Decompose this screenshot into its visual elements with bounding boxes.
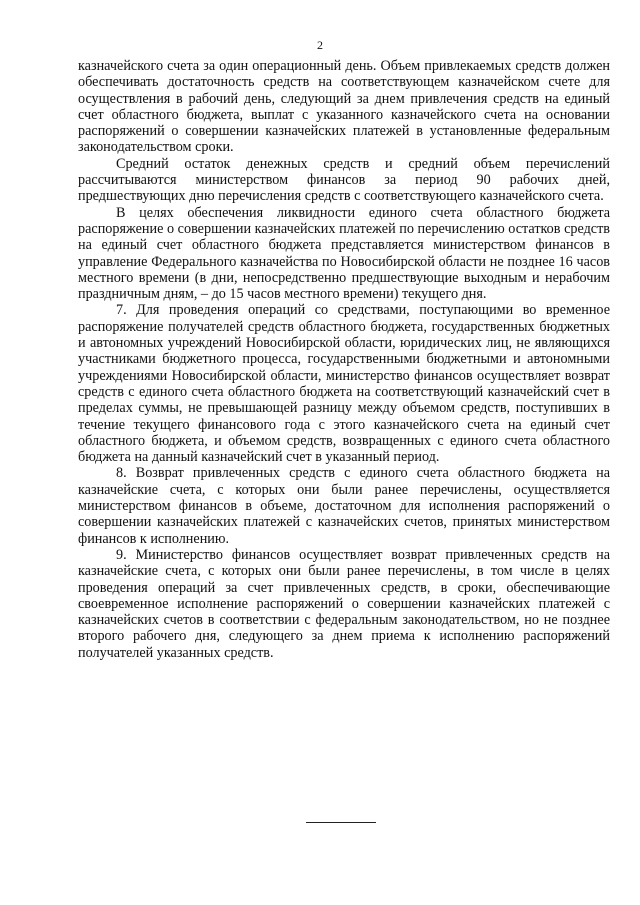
paragraph-item-7: 7. Для проведения операций со средствами, поступающими во временное распоряжение получателей средств областного бюджета, государственных бюджетных и автономных учреждений Новосибирской области, юридических лиц, не являющихся участниками бюджетного процесса, государственными бюджетными и автономными учреждениями Новосибирской области, министерство финансов осуществляет возврат средств с единого счета областного бюджета на соответствующий казначейский счет в пределах суммы, не превышающей разницу между объемом средств, поступивших в течение текущего финансового года с этого казначейского счета на единый счет областного бюджета, и объемом средств, возвращенных с единого счета областного бюджета на данный казначейский счет в указанный период. <box>78 302 610 466</box>
paragraph-item-9: 9. Министерство финансов осуществляет возврат привлеченных средств на казначейские счета, с которых они были ранее перечислены, в том числе в целях проведения операций за счет привлеченных средств, в сроки, обеспечивающие своевременное исполнение распоряжений о совершении казначейских платежей с казначейских счетов в соответствии с федеральным законодательством, но не позднее второго рабочего дня, следующего за днем приема к исполнению распоряжений получателей указанных средств. <box>78 546 610 661</box>
page-number: 2 <box>317 38 323 52</box>
paragraph-item-8: 8. Возврат привлеченных средств с единого счета областного бюджета на казначейские счета, с которых они были ранее перечислены, осуществляется министерством финансов в объеме, достаточном для исполнения распоряжений о совершении казначейских платежей с казначейских счетов, принятых министерством финансов к исполнению. <box>78 465 610 547</box>
document-body <box>78 58 610 661</box>
paragraph-average-balance: Средний остаток денежных средств и средний объем перечислений рассчитываются министерством финансов за период 90 рабочих дней, предшествующих дню перечисления средств с соответствующего казначейского счета. <box>78 155 610 205</box>
paragraph-liquidity: В целях обеспечения ликвидности единого счета областного бюджета распоряжение о совершении казначейских платежей по перечислению остатков средств на единый счет областного бюджета представляется министерством финансов в управление Федерального казначейства по Новосибирской области не позднее 16 часов местного времени (в дни, непосредственно предшествующие выходным и нерабочим праздничным дням, – до 15 часов местного времени) текущего дня. <box>78 204 610 303</box>
end-of-text-rule <box>306 822 376 823</box>
paragraph-continuation: казначейского счета за один операционный день. Объем привлекаемых средств должен обеспечивать достаточность средств на соответствующем казначейском счете для осуществления в рабочий день, следующий за днем привлечения средств на единый счет областного бюджета, выплат с указанного казначейского счета на основании распоряжений о совершении казначейских платежей в установленные федеральным законодательством сроки. <box>78 58 610 156</box>
